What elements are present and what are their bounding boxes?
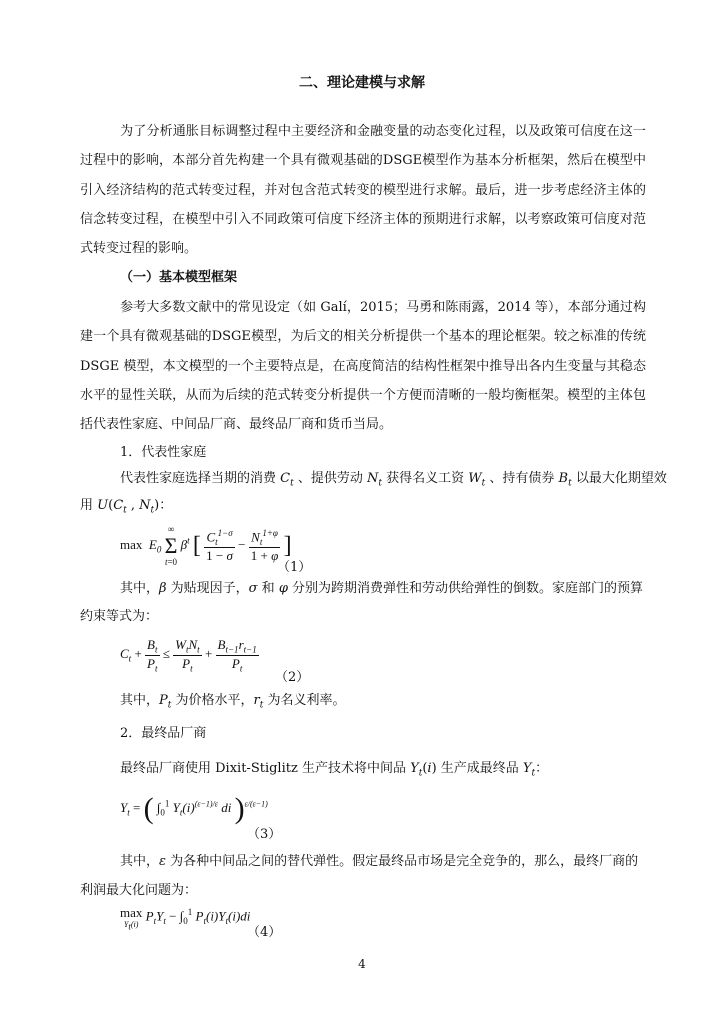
equation-2-label: （2）: [275, 670, 310, 685]
subsection-title: （一）基本模型框架: [120, 270, 238, 285]
equation-1-label: （1）: [277, 560, 312, 575]
intro-paragraph: [80, 117, 646, 263]
household-explain-line2: 约束等式为：: [80, 609, 159, 624]
framework-paragraph: [80, 293, 646, 439]
final-firm-heading: 2．最终品厂商: [120, 726, 207, 741]
final-firm-explain-line2: 利润最大化问题为：: [80, 883, 198, 898]
equation-3-label: （3）: [247, 827, 282, 842]
page-number: 4: [358, 957, 366, 971]
equation-1: $\max E_0$ ∞ Σ t=0 $\beta^t$ [ $\frac{C_t^{1-\sigma}}{1 - \sigma}$ − $\frac{N_t^{1+\varphi}}{1 + \varphi}$ ]: [120, 524, 292, 567]
equation-4-label: （4）: [247, 925, 282, 940]
household-text-line1: 代表性家庭选择当期的消费 $C_t$ 、提供劳动 $N_t$ 获得名义工资 $W_t$ 、持有债券 $B_t$ 以最大化期望效: [120, 471, 667, 489]
equation-4: max $Y_t(i)$ $P_tY_t - \int_0^1$ $P_t(i)Y_t(i)di$: [120, 905, 251, 932]
final-firm-text: 最终品厂商使用 Dixit-Stiglitz 生产技术将中间品 $Y_t(i)$ 生产成最终品 $Y_t$：: [120, 761, 549, 779]
framework-text: 参考大多数文献中的常见设定（如 Galí，2015；马勇和陈雨露，2014 等），本部分通过构建一个具有微观基础的DSGE模型，为后文的相关分析提供一个基本的理论框架。较之标准的传统DSGE 模型，本文模型的一个主要特点是，在高度简洁的结构性框架中推导出各内生变量与其稳态水平的显性关联，从而为后续的范式转变分析提供一个方便而清晰的一般均衡框架。模型的主体包括代表性家庭、中间品厂商、最终品厂商和货币当局。: [80, 300, 646, 433]
household-explain-line1: 其中，β 为贴现因子，σ 和 φ 分别为跨期消费弹性和劳动供给弹性的倒数。家庭部门的预算: [120, 581, 644, 596]
household-text-line2: 用 $U(C_t$ , $N_t$)：: [80, 498, 173, 516]
household-heading: 1．代表性家庭: [120, 445, 207, 460]
equation-3: $Y_t$ = ( $\int_0^1$ $Y_t(i)^{(\varepsilon-1)/\varepsilon}$ di )$^{\varepsilon/(\varepsilon-1)}$: [120, 792, 268, 825]
equation-2: $C_t$ + $\frac{B_t}{P_t}$ ≤ $\frac{W_tN_t}{P_t}$ + $\frac{B_{t-1}r_{t-1}}{P_t}$: [120, 637, 257, 674]
section-title: 二、理论建模与求解: [299, 75, 425, 91]
household-after-eq2: 其中，$P_t$ 为价格水平，$r_t$ 为名义利率。: [120, 693, 346, 711]
final-firm-explain-line1: 其中，ε 为各种中间品之间的替代弹性。假定最终品市场是完全竞争的，那么，最终厂商的: [120, 854, 639, 869]
intro-text: 为了分析通胀目标调整过程中主要经济和金融变量的动态变化过程，以及政策可信度在这一过程中的影响，本部分首先构建一个具有微观基础的DSGE模型作为基本分析框架，然后在模型中引入经济结构的范式转变过程，并对包含范式转变的模型进行求解。最后，进一步考虑经济主体的信念转变过程，在模型中引入不同政策可信度下经济主体的预期进行求解，以考察政策可信度对范式转变过程的影响。: [80, 124, 646, 257]
